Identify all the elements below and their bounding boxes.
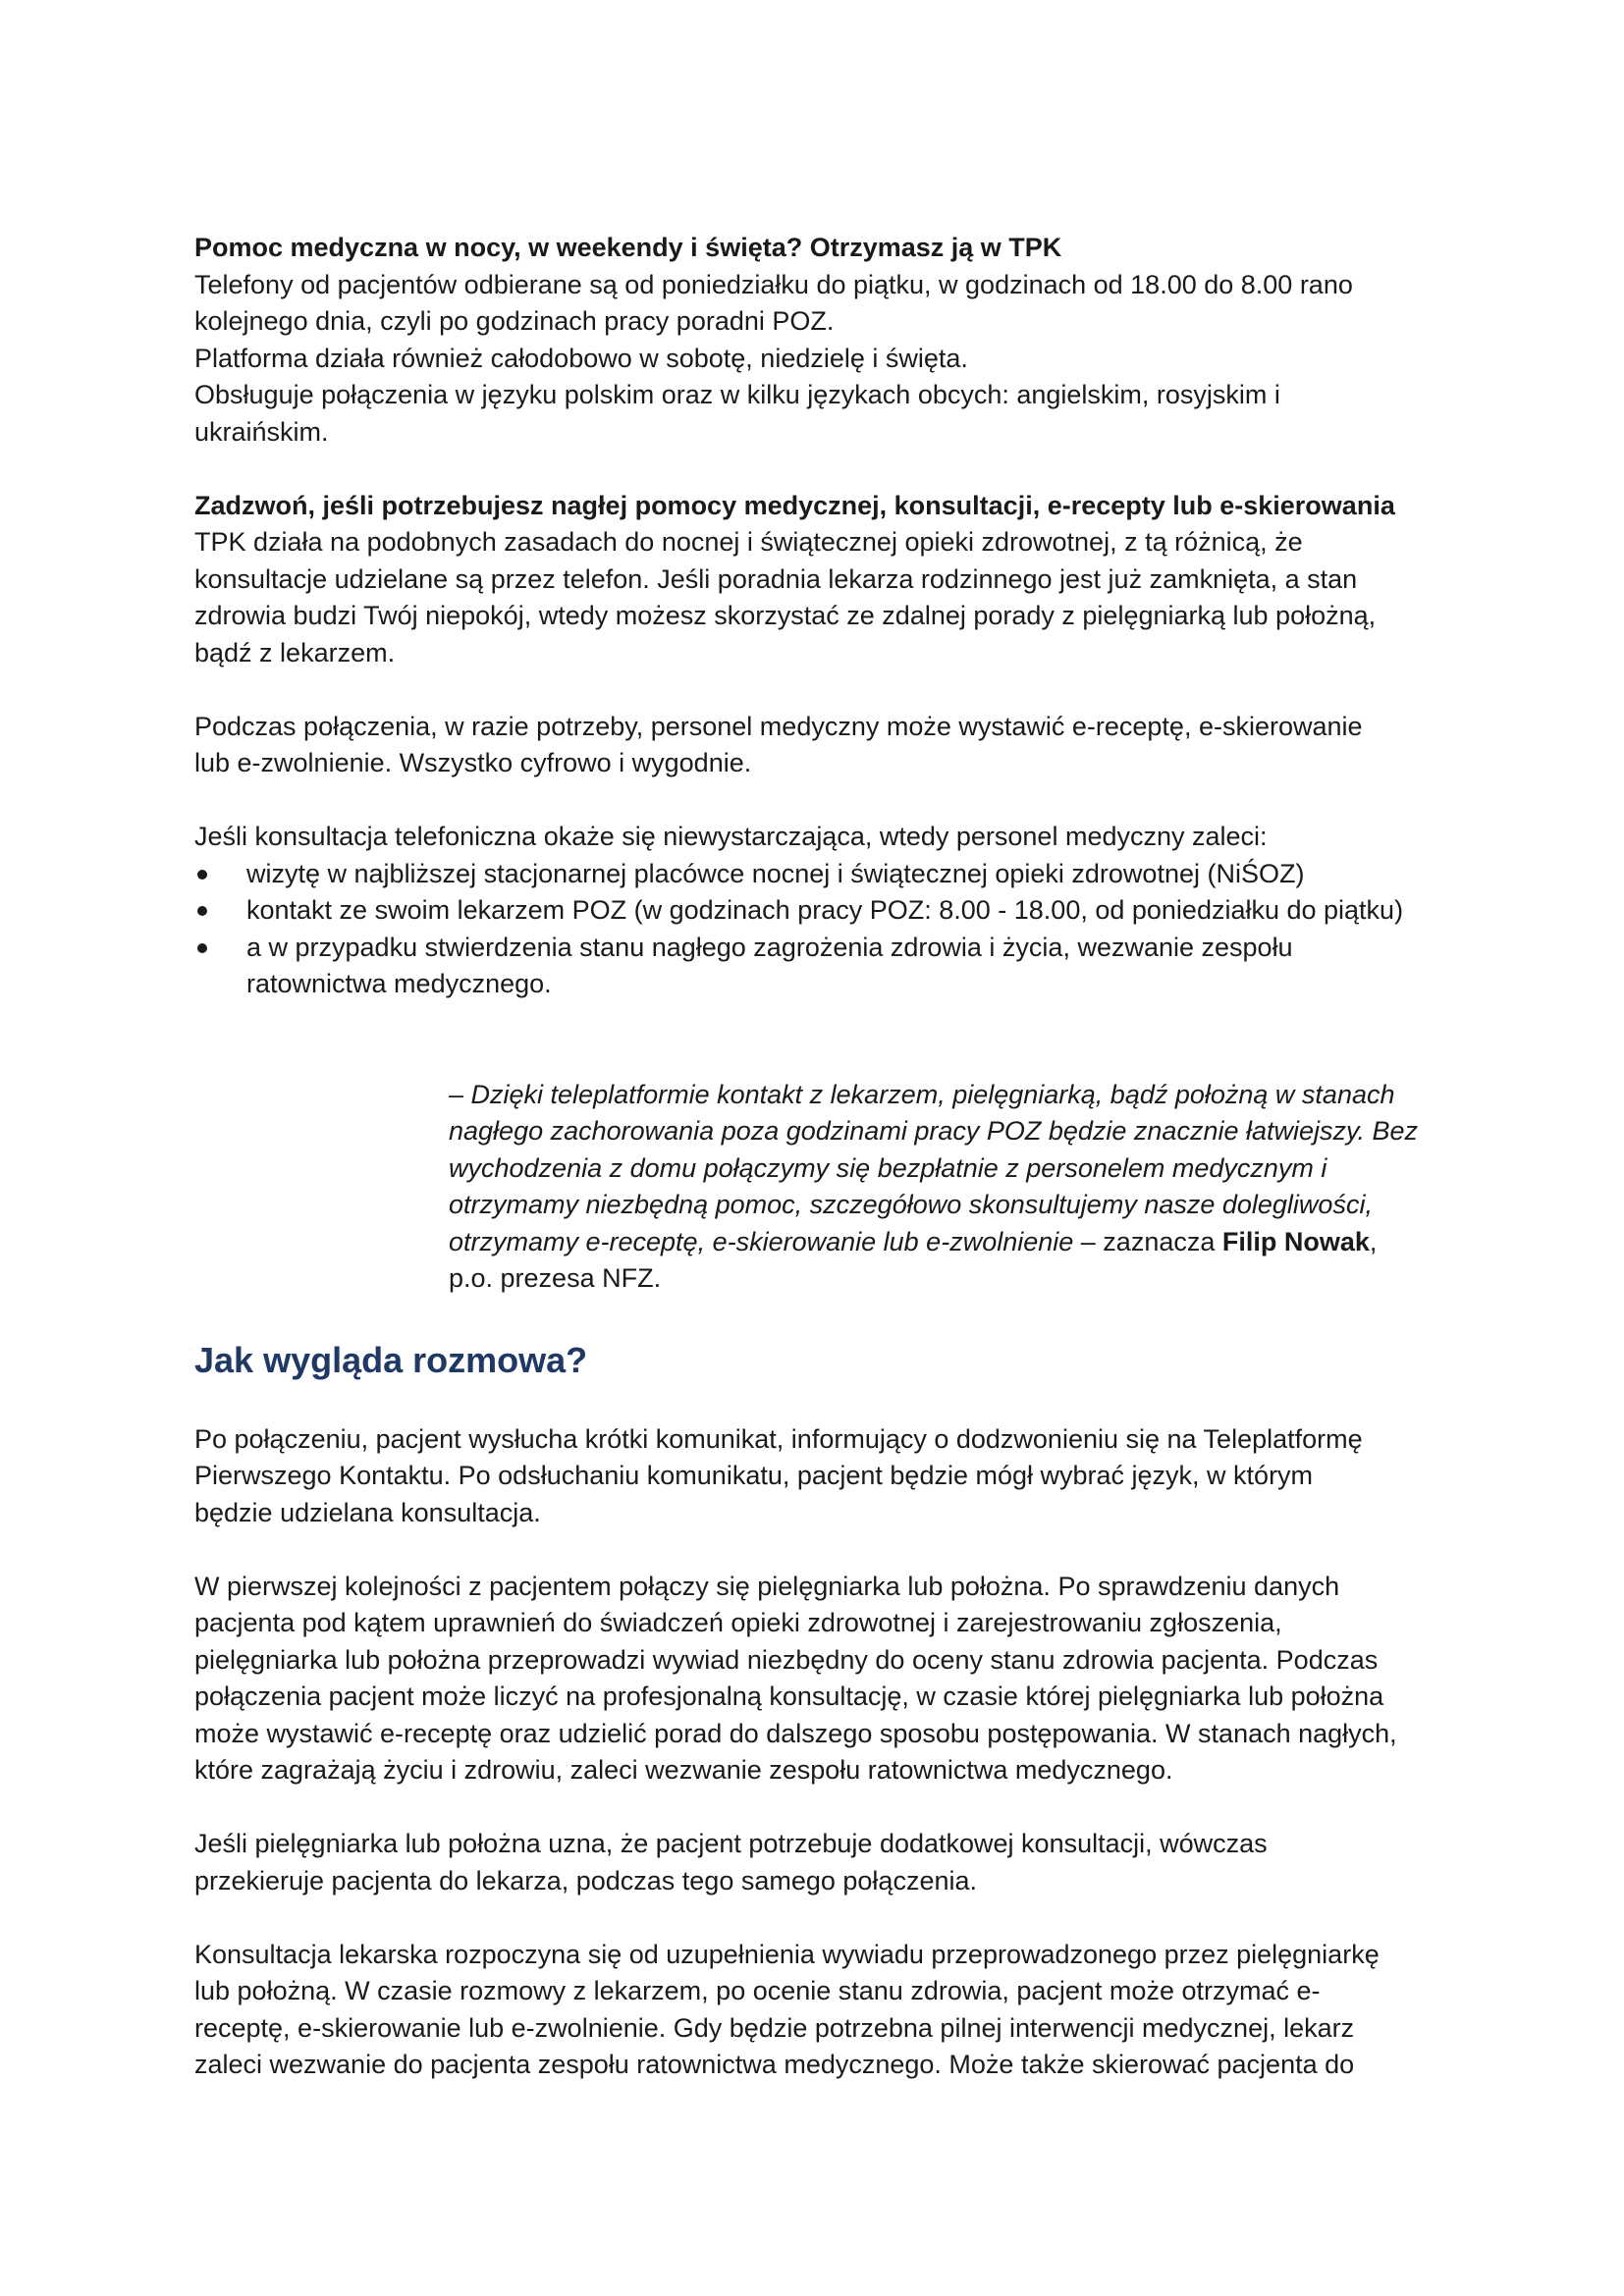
text-line: Jeśli konsultacja telefoniczna okaże się niewystarczająca, wtedy personel medyczny zaleci:	[194, 822, 1268, 851]
quote-line	[449, 1224, 1450, 1261]
quote-attribution-text: – zaznacza	[1073, 1226, 1222, 1256]
text-line: TPK działa na podobnych zasadach do nocnej i świątecznej opieki zdrowotnej, z tą różnicą, że	[194, 527, 1303, 557]
text-line: będzie udzielana konsultacja.	[194, 1497, 541, 1527]
bullet-icon	[197, 870, 207, 880]
text-line: W pierwszej kolejności z pacjentem połączy się pielęgniarka lub położna. Po sprawdzeniu danych	[194, 1571, 1340, 1601]
quote-line: nagłego zachorowania poza godzinami pracy POZ będzie znacznie łatwiejszy. Bez	[449, 1116, 1419, 1146]
quote-line: – Dzięki teleplatformie kontakt z lekarzem, pielęgniarką, bądź położną w stanach	[449, 1079, 1395, 1109]
paragraph-recommendations	[194, 819, 1449, 1003]
text-line: pacjenta pod kątem uprawnień do świadczeń opieki zdrowotnej i zarejestrowaniu zgłoszenia,	[194, 1608, 1282, 1637]
paragraph	[194, 1826, 1449, 1899]
list-item	[194, 930, 1449, 1003]
text-line: receptę, e-skierowanie lub e-zwolnienie. Gdy będzie potrzebna pilnej interwencji medycznej, lekarz	[194, 2012, 1355, 2043]
text-line: bądź z lekarzem.	[194, 637, 396, 667]
text-line: Telefony od pacjentów odbierane są od poniedziałku do piątku, w godzinach od 18.00 do 8.00 rano	[194, 269, 1353, 299]
quote-block	[449, 1077, 1450, 1298]
quote-speaker-role: p.o. prezesa NFZ.	[449, 1263, 662, 1293]
list-item-text: kontakt ze swoim lekarzem POZ (w godzinach pracy POZ: 8.00 - 18.00, od poniedziałku do piątku)	[246, 895, 1404, 925]
text-line: które zagrażają życiu i zdrowiu, zaleci wezwanie zespołu ratownictwa medycznego.	[194, 1755, 1173, 1785]
text-line: konsultacje udzielane są przez telefon. Jeśli poradnia lekarza rodzinnego jest już zamknięta, a stan	[194, 563, 1358, 594]
text-line: ukraińskim.	[194, 416, 329, 447]
quote-line-italic: otrzymamy e-receptę, e-skierowanie lub e-zwolnienie	[449, 1226, 1074, 1256]
quote-line: wychodzenia z domu połączymy się bezpłatnie z personelem medycznym i	[449, 1152, 1327, 1183]
text-line: może wystawić e-receptę oraz udzielić porad do dalszego sposobu postępowania. W stanach nagłych,	[194, 1718, 1397, 1748]
section-heading-conversation: Jak wygląda rozmowa?	[194, 1339, 588, 1380]
bullet-icon	[197, 943, 207, 953]
list-item-text: a w przypadku stwierdzenia stanu nagłego zagrożenia zdrowia i życia, wezwanie zespołu	[246, 932, 1293, 962]
list-item-text: wizytę w najbliższej stacjonarnej placówce nocnej i świątecznej opieki zdrowotnej (NiŚOZ)	[246, 858, 1305, 888]
quote-speaker: Filip Nowak	[1221, 1226, 1370, 1256]
paragraph-e-documents	[194, 709, 1449, 782]
bullet-icon	[197, 906, 207, 916]
text-line: Podczas połączenia, w razie potrzeby, personel medyczny może wystawić e-receptę, e-skierowanie	[194, 711, 1363, 741]
text-line: lub położną. W czasie rozmowy z lekarzem, po ocenie stanu zdrowia, pacjent może otrzymać e-	[194, 1976, 1321, 2005]
text-line: pielęgniarka lub położna przeprowadzi wywiad niezbędny do oceny stanu zdrowia pacjenta. Podczas	[194, 1644, 1379, 1675]
list-item	[194, 856, 1449, 893]
quote-line: otrzymamy niezbędną pomoc, szczegółowo skonsultujemy nasze dolegliwości,	[449, 1190, 1373, 1219]
text-line: Po połączeniu, pacjent wysłucha krótki komunikat, informujący o dodzwonieniu się na Teleplatformę	[194, 1423, 1363, 1454]
paragraph	[194, 1569, 1449, 1789]
text-line: zaleci wezwanie do pacjenta zespołu ratownictwa medycznego. Może także skierować pacjenta do	[194, 2050, 1355, 2079]
text-line: zdrowia budzi Twój niepokój, wtedy możesz skorzystać ze zdalnej porady z pielęgniarką lub położną,	[194, 601, 1377, 630]
section-night-help	[194, 230, 1449, 451]
paragraph	[194, 1421, 1449, 1532]
text-line: przekieruje pacjenta do lekarza, podczas tego samego połączenia.	[194, 1865, 977, 1896]
quote-comma: ,	[1369, 1226, 1378, 1256]
paragraph	[194, 1937, 1449, 2084]
text-line: połączenia pacjent może liczyć na profesjonalną konsultację, w czasie której pielęgniarka lub położna	[194, 1682, 1384, 1711]
section-heading: Zadzwoń, jeśli potrzebujesz nagłej pomocy medycznej, konsultacji, e-recepty lub e-skierowania	[194, 490, 1395, 520]
text-line: Pierwszego Kontaktu. Po odsłuchaniu komunikatu, pacjent będzie mógł wybrać język, w którym	[194, 1461, 1314, 1490]
text-line: Jeśli pielęgniarka lub położna uzna, że pacjent potrzebuje dodatkowej konsultacji, wówczas	[194, 1829, 1268, 1858]
document-body	[194, 230, 1449, 2084]
section-heading: Pomoc medyczna w nocy, w weekendy i święta? Otrzymasz ją w TPK	[194, 233, 1062, 262]
text-line: Obsługuje połączenia w języku polskim oraz w kilku językach obcych: angielskim, rosyjskim i	[194, 380, 1280, 409]
list-item-text: ratownictwa medycznego.	[246, 969, 552, 998]
text-line: lub e-zwolnienie. Wszystko cyfrowo i wygodnie.	[194, 748, 752, 777]
text-line: Konsultacja lekarska rozpoczyna się od uzupełnienia wywiadu przeprowadzonego przez pielęgniarkę	[194, 1939, 1380, 1969]
text-line: kolejnego dnia, czyli po godzinach pracy poradni POZ.	[194, 306, 835, 336]
section-call-help	[194, 488, 1449, 672]
bullet-list	[194, 856, 1449, 1003]
text-line: Platforma działa również całodobowo w sobotę, niedzielę i święta.	[194, 343, 968, 373]
list-item	[194, 892, 1449, 930]
